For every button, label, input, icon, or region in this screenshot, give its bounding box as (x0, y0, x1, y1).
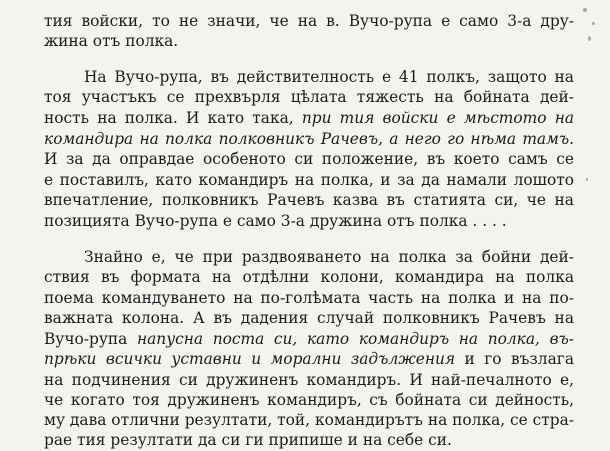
text-line (44, 409, 574, 431)
ink-spot (586, 178, 588, 181)
ink-spot (583, 8, 587, 12)
text-run: тоя участъкъ се прехвърля цѣлата тяжесть на бойната дей- (44, 88, 574, 106)
text-line (44, 266, 574, 288)
text-run: Вучо-рупа (44, 330, 137, 348)
italic-text: прѣки всички уставни и морални задължения (44, 350, 456, 368)
text-run: рае тия резултати да си ги припише и на себе си. (44, 431, 452, 449)
italic-text: напусна поста си, като командиръ на полка, въ- (136, 330, 574, 348)
italic-text: командира на полка полковникъ Рачевъ, а него го нѣма тамъ. (44, 130, 574, 148)
text-run: е поставилъ, като командиръ на полка, и за да намали лошото (44, 171, 574, 189)
text-line (44, 169, 574, 191)
text-run: жина отъ полка. (44, 32, 179, 50)
text-line (44, 348, 574, 370)
text-line (44, 246, 574, 268)
text-line (44, 389, 574, 411)
text-line (44, 189, 574, 211)
text-run: Знайно е, че при раздвояването на полка за бойни дей- (84, 248, 574, 266)
text-line (44, 66, 574, 88)
italic-text: при тия войски е мѣстото на (301, 109, 575, 127)
text-line (44, 429, 574, 451)
text-line (44, 369, 574, 391)
text-run: ность на полка. И като така, (44, 109, 302, 127)
ink-spot (588, 36, 591, 41)
text-run: ствия въ формата на отдѣлни колони, командира на полка (44, 268, 574, 286)
text-run: позицията Вучо-рупа е само 3-а дружина отъ полка . . . . (44, 212, 507, 230)
text-run: поема командуването на по-голѣмата часть на полка и на по- (44, 289, 574, 307)
text-line (44, 307, 574, 329)
text-run: и го възлага (455, 350, 574, 368)
text-run: И за да оправдае особеното си положение, въ което самъ се (44, 150, 574, 168)
text-run: че когато тоя дружиненъ командиръ, съ бойната си дейность, (44, 391, 574, 409)
text-run: важната колона. А въ дадения случай полковникъ Рачевъ на (44, 309, 574, 327)
text-line (44, 30, 574, 52)
text-line (44, 287, 574, 309)
text-line (44, 328, 574, 350)
text-line (44, 148, 574, 170)
text-line (44, 210, 574, 232)
text-line (44, 10, 574, 32)
text-run: На Вучо-рупа, въ действителность е 41 полкъ, защото на (84, 68, 574, 86)
text-line (44, 86, 574, 108)
text-line (44, 107, 574, 129)
ink-spot (592, 22, 595, 25)
text-run: тия войски, то не значи, че на в. Вучо-рупа е само 3-а дру- (44, 12, 574, 30)
text-run: му дава отлични резултати, той, командирътъ на полка, се стра- (44, 411, 575, 429)
text-line (44, 128, 574, 150)
text-run: на подчинения си дружиненъ командиръ. И най-печалното е, (44, 371, 574, 389)
text-run: впечатление, полковникъ Рачевъ казва въ статията си, че на (44, 191, 574, 209)
